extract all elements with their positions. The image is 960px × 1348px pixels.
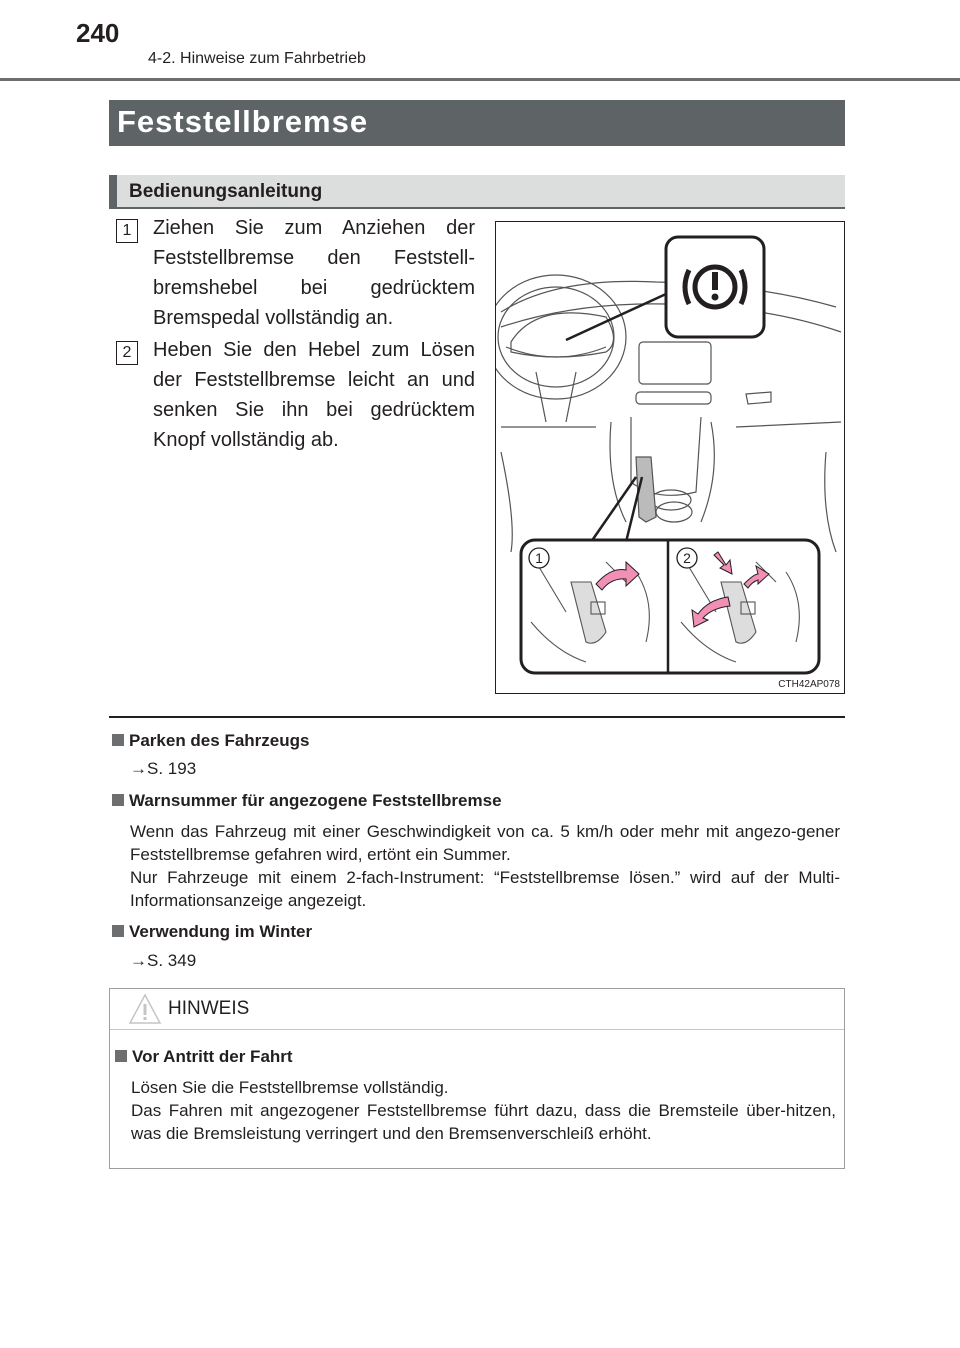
square-bullet-icon [112,794,124,806]
section-heading-parking: Parken des Fahrzeugs [112,731,309,751]
ref-winter[interactable]: →S. 349 [130,951,197,970]
warning-triangle-icon [128,992,162,1026]
notice-title: HINWEIS [168,998,250,1019]
section-title-bar [109,100,845,146]
header-rule [0,78,960,81]
callout-2: 2 [683,550,691,566]
callout-1: 1 [535,550,543,566]
notice-paragraph-2: Das Fahren mit angezogener Feststellbremse führt dazu, dass die Bremsteile über-hitzen, was die Bremsleistung verringert und den Bremsenverschleiß erhöht. [131,1101,836,1143]
notice-heading: Vor Antritt der Fahrt [115,1047,293,1067]
section-title: Feststellbremse [117,104,369,139]
subsection-accent [109,175,117,207]
notice-box [109,988,845,1169]
subsection-bar [109,175,845,209]
square-bullet-icon [115,1050,127,1062]
page-number: 240 [76,18,120,48]
dashboard-drawing [496,222,846,695]
buzzer-paragraph-1: Wenn das Fahrzeug mit einer Geschwindigkeit von ca. 5 km/h oder mehr mit angezo-gener Feststellbremse gefahren wird, ertönt ein Summer. [130,822,840,864]
section-separator [109,716,845,718]
chapter-title: 4-2. Hinweise zum Fahrbetrieb [148,50,366,67]
step-1-text: Ziehen Sie zum Anziehen der Feststellbremse den Feststell-bremshebel bei gedrücktem Bremspedal vollständig an. [153,217,475,329]
parking-brake-illustration [495,221,845,694]
step-2-text: Heben Sie den Hebel zum Lösen der Feststellbremse leicht an und senken Sie ihn bei gedrücktem Knopf vollständig ab. [153,339,475,451]
section-heading-winter: Verwendung im Winter [112,922,312,942]
step-1-number: 1 [116,219,138,243]
buzzer-paragraph-2: Nur Fahrzeuge mit einem 2-fach-Instrument: “Feststellbremse lösen.” wird auf der Multi-Informationsanzeige angezeigt. [130,868,840,910]
ref-parking[interactable]: →S. 193 [130,759,197,778]
square-bullet-icon [112,734,124,746]
section-heading-buzzer: Warnsummer für angezogene Feststellbremse [112,791,502,811]
subsection-title: Bedienungsanleitung [129,181,323,202]
notice-paragraph-1: Lösen Sie die Feststellbremse vollständig. [131,1078,449,1097]
square-bullet-icon [112,925,124,937]
figure-code: CTH42AP078 [778,679,840,690]
step-2-number: 2 [116,341,138,365]
notice-header [110,989,844,1030]
